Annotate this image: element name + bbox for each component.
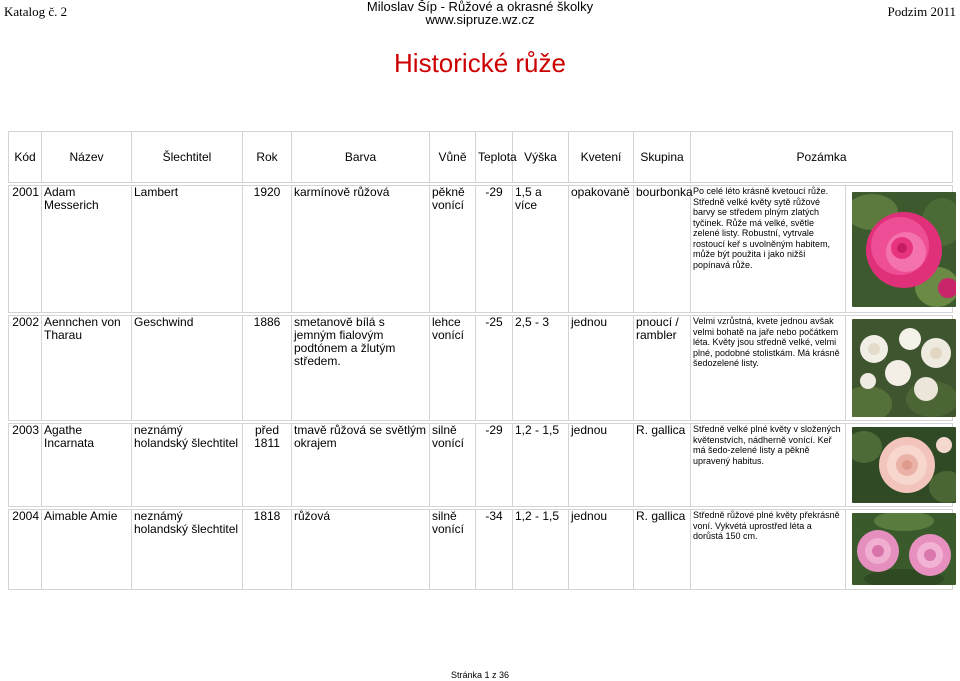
col-header-vune: Vůně (430, 132, 476, 183)
col-header-vyska: Výška (513, 132, 569, 183)
col-header-kveteni: Kvetení (569, 132, 634, 183)
col-header-kod: Kód (9, 132, 42, 183)
cell-slechtitel: neznámý holandský šlechtitel (132, 510, 243, 590)
cell-nazev: Aimable Amie (42, 510, 132, 590)
col-header-teplota: Teplota (476, 132, 513, 183)
col-header-barva: Barva (292, 132, 430, 183)
publisher-url[interactable]: www.sipruze.wz.cz (425, 12, 535, 27)
table-header-row (9, 132, 953, 183)
cell-poznamka: Po celé léto krásně kvetoucí růže. Středně velké květy sytě růžové barvy se středem plným zlatých tyčinek. Růže má velké, světle zelené listy. Robustní, vytrvale rostoucí keř s uvolněným habitem, může být použita i jako nižší popínavá růže. (691, 186, 846, 313)
cell-rok: před 1811 (243, 424, 292, 507)
cell-barva: karmínově růžová (292, 186, 430, 313)
cell-vune: silně vonící (430, 424, 476, 507)
cell-teplota: -25 (476, 316, 513, 421)
table-row (9, 510, 953, 590)
cell-slechtitel: neznámý holandský šlechtitel (132, 424, 243, 507)
cell-photo (846, 186, 953, 313)
cell-rok: 1920 (243, 186, 292, 313)
publisher-header (0, 0, 960, 26)
cell-photo (846, 424, 953, 507)
col-header-poznamka: Pozámka (691, 132, 953, 183)
rose-photo (852, 319, 956, 417)
cell-kod: 2002 (9, 316, 42, 421)
cell-teplota: -34 (476, 510, 513, 590)
page-title: Historické růže (394, 48, 566, 78)
col-header-skupina: Skupina (634, 132, 691, 183)
cell-kod: 2001 (9, 186, 42, 313)
cell-vune: pěkně vonící (430, 186, 476, 313)
cell-rok: 1818 (243, 510, 292, 590)
col-header-rok: Rok (243, 132, 292, 183)
cell-kveteni: opakovaně (569, 186, 634, 313)
page-footer: Stránka 1 z 36 (450, 670, 510, 680)
cell-poznamka: Středně růžové plné květy překrásně voní. Vykvétá uprostřed léta a dorůstá 150 cm. (691, 510, 846, 590)
cell-kod: 2003 (9, 424, 42, 507)
cell-vune: silně vonící (430, 510, 476, 590)
cell-barva: tmavě růžová se světlým okrajem (292, 424, 430, 507)
publisher-name: Miloslav Šíp - Růžové a okrasné školky (366, 0, 594, 14)
table-row (9, 316, 953, 421)
cell-vyska: 1,5 a více (513, 186, 569, 313)
cell-slechtitel: Lambert (132, 186, 243, 313)
cell-skupina: R. gallica (634, 424, 691, 507)
cell-nazev: Adam Messerich (42, 186, 132, 313)
table-row (9, 424, 953, 507)
cell-teplota: -29 (476, 186, 513, 313)
cell-kveteni: jednou (569, 510, 634, 590)
cell-vyska: 1,2 - 1,5 (513, 510, 569, 590)
cell-vune: lehce vonící (430, 316, 476, 421)
cell-photo (846, 510, 953, 590)
cell-nazev: Agathe Incarnata (42, 424, 132, 507)
cell-slechtitel: Geschwind (132, 316, 243, 421)
rose-photo (852, 192, 956, 307)
cell-skupina: bourbonka (634, 186, 691, 313)
cell-barva: smetanově bílá s jemným fialovým podtónem a žlutým středem. (292, 316, 430, 421)
cell-rok: 1886 (243, 316, 292, 421)
cell-skupina: pnoucí / rambler (634, 316, 691, 421)
cell-photo (846, 316, 953, 421)
cell-vyska: 1,2 - 1,5 (513, 424, 569, 507)
season-label: Podzim 2011 (887, 4, 956, 19)
cell-poznamka: Středně velké plné květy v složených květenstvích, nádherně vonící. Keř má šedo-zelené listy a pěkně upravený habitus. (691, 424, 846, 507)
rose-photo (852, 427, 956, 503)
rose-table (8, 131, 953, 590)
rose-photo (852, 513, 956, 585)
cell-kveteni: jednou (569, 424, 634, 507)
cell-kveteni: jednou (569, 316, 634, 421)
catalog-number: Katalog č. 2 (4, 4, 68, 19)
col-header-slechtitel: Šlechtitel (132, 132, 243, 183)
cell-nazev: Aennchen von Tharau (42, 316, 132, 421)
cell-teplota: -29 (476, 424, 513, 507)
cell-kod: 2004 (9, 510, 42, 590)
cell-barva: růžová (292, 510, 430, 590)
col-header-nazev: Název (42, 132, 132, 183)
table-row (9, 186, 953, 313)
cell-poznamka: Velmi vzrůstná, kvete jednou avšak velmi bohatě na jaře nebo počátkem léta. Květy jsou středně velké, velmi plné, podobné stolistkám. Má krásně šedozelené listy. (691, 316, 846, 421)
cell-skupina: R. gallica (634, 510, 691, 590)
cell-vyska: 2,5 - 3 (513, 316, 569, 421)
